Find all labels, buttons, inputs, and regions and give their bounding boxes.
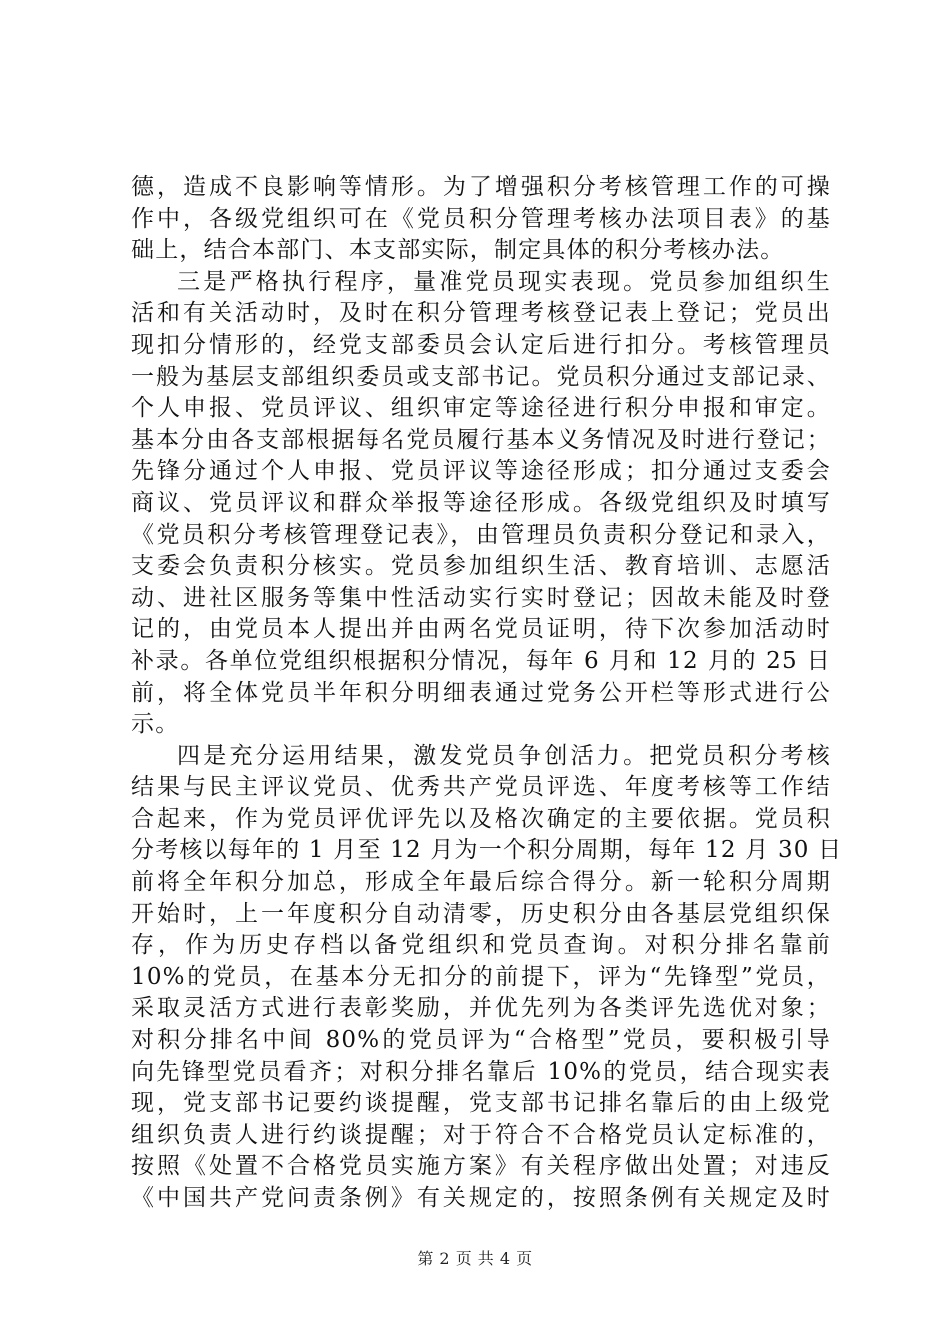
text-line: 对积分排名中间 80%的党员评为“合格型”党员，要积极引导 xyxy=(131,1027,831,1054)
text-line: 开始时，上一年度积分自动清零，历史积分由各基层党组织保 xyxy=(131,900,831,927)
text-line: 动、进社区服务等集中性活动实行实时登记；因故未能及时登 xyxy=(131,584,831,611)
text-line: 作中，各级党组织可在《党员积分管理考核办法项目表》的基 xyxy=(131,205,831,232)
text-line: 分考核以每年的 1 月至 12 月为一个积分周期，每年 12 月 30 日 xyxy=(131,837,843,864)
text-line: 础上，结合本部门、本支部实际，制定具体的积分考核办法。 xyxy=(131,237,785,264)
text-line: 现扣分情形的，经党支部委员会认定后进行扣分。考核管理员 xyxy=(131,331,831,358)
text-line: 前，将全体党员半年积分明细表通过党务公开栏等形式进行公 xyxy=(131,679,831,706)
text-line: 基本分由各支部根据每名党员履行基本义务情况及时进行登记； xyxy=(131,426,831,453)
text-line: 按照《处置不合格党员实施方案》有关程序做出处置；对违反 xyxy=(131,1153,831,1180)
text-line: 支委会负责积分核实。党员参加组织生活、教育培训、志愿活 xyxy=(131,553,831,580)
paragraph-start-line: 四是充分运用结果，激发党员争创活力。把党员积分考核 xyxy=(177,742,831,769)
text-line: 德，造成不良影响等情形。为了增强积分考核管理工作的可操 xyxy=(131,174,831,200)
text-line: 合起来，作为党员评优评先以及格次确定的主要依据。党员积 xyxy=(131,805,831,832)
text-line: 存，作为历史存档以备党组织和党员查询。对积分排名靠前 xyxy=(131,932,831,959)
text-line: 补录。各单位党组织根据积分情况，每年 6 月和 12 月的 25 日 xyxy=(131,647,831,674)
page-number-footer: 第 2 页 共 4 页 xyxy=(417,1249,533,1268)
text-line: 记的，由党员本人提出并由两名党员证明，待下次参加活动时 xyxy=(131,616,831,643)
paragraph-start-line: 三是严格执行程序，量准党员现实表现。党员参加组织生 xyxy=(177,268,831,295)
text-line: 商议、党员评议和群众举报等途径形成。各级党组织及时填写 xyxy=(131,489,831,516)
text-line: 前将全年积分加总，形成全年最后综合得分。新一轮积分周期 xyxy=(131,869,831,896)
text-line: 组织负责人进行约谈提醒；对于符合不合格党员认定标准的， xyxy=(131,1121,831,1148)
text-line: 个人申报、党员评议、组织审定等途径进行积分申报和审定。 xyxy=(131,395,831,422)
body-text xyxy=(131,172,843,1215)
text-line: 现，党支部书记要约谈提醒，党支部书记排名靠后的由上级党 xyxy=(131,1090,831,1117)
text-line: 示。 xyxy=(131,711,180,738)
text-line: 结果与民主评议党员、优秀共产党员评选、年度考核等工作结 xyxy=(131,774,831,801)
text-line: 一般为基层支部组织委员或支部书记。党员积分通过支部记录、 xyxy=(131,363,831,390)
text-line: 10%的党员，在基本分无扣分的前提下，评为“先锋型”党员， xyxy=(131,963,831,990)
text-line: 《中国共产党问责条例》有关规定的，按照条例有关规定及时 xyxy=(131,1185,831,1211)
text-line: 采取灵活方式进行表彰奖励，并优先列为各类评先选优对象； xyxy=(131,995,831,1022)
text-line: 向先锋型党员看齐；对积分排名靠后 10%的党员，结合现实表 xyxy=(131,1058,831,1085)
text-line: 先锋分通过个人申报、党员评议等途径形成；扣分通过支委会 xyxy=(131,458,831,485)
text-line: 《党员积分考核管理登记表》，由管理员负责积分登记和录入， xyxy=(131,521,831,548)
text-line: 活和有关活动时，及时在积分管理考核登记表上登记；党员出 xyxy=(131,300,831,327)
